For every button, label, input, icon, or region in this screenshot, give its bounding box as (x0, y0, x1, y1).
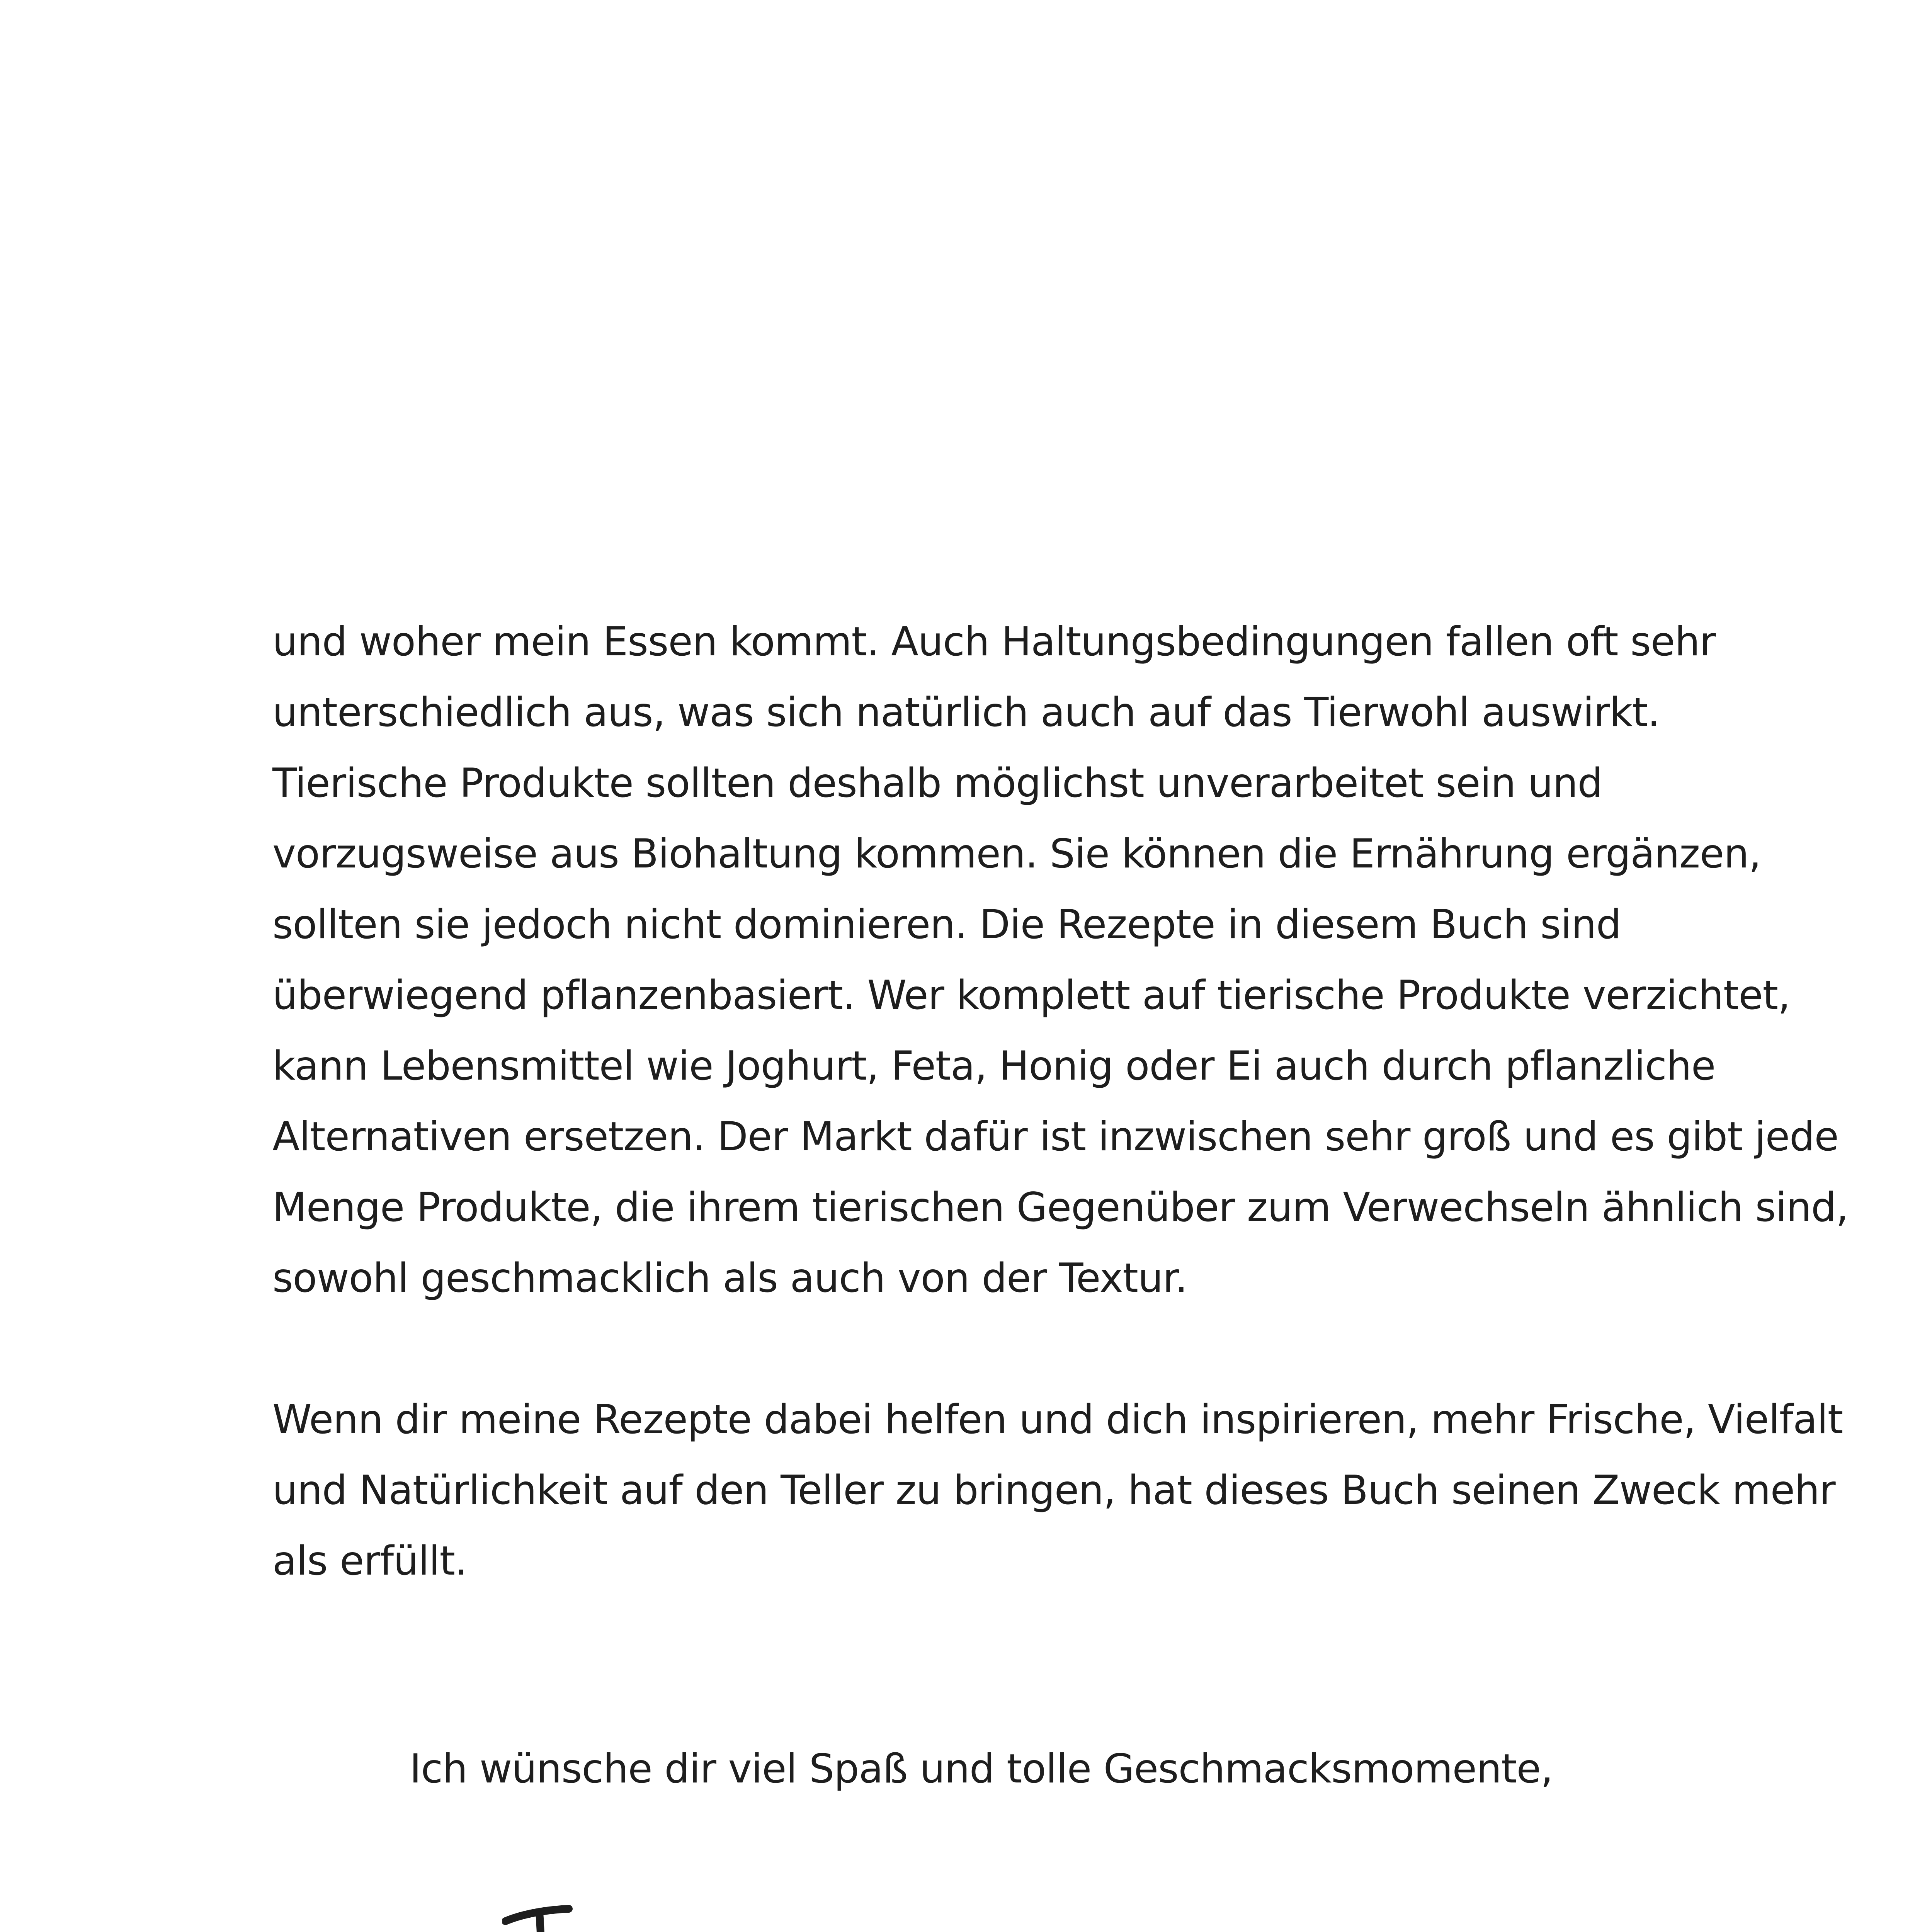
signature-jan (502, 1901, 657, 1932)
text-line: Alternativen ersetzen. Der Markt dafür ist inzwischen sehr groß und es gibt jede (272, 1114, 1838, 1160)
body-text (272, 607, 1849, 1597)
text-line: und woher mein Essen kommt. Auch Haltungsbedingungen fallen oft sehr (272, 619, 1716, 665)
text-line: Tierische Produkte sollten deshalb möglichst unverarbeitet sein und (272, 760, 1603, 806)
text-line: sowohl geschmacklich als auch von der Textur. (272, 1255, 1187, 1301)
text-line: unterschiedlich aus, was sich natürlich auch auf das Tierwohl auswirkt. (272, 689, 1660, 736)
paragraph-spacer (272, 1314, 1741, 1384)
text-line: vorzugsweise aus Biohaltung kommen. Sie können die Ernährung ergänzen, (272, 831, 1761, 877)
paragraph-1 (272, 607, 1849, 1314)
text-line: überwiegend pflanzenbasiert. Wer komplett auf tierische Produkte verzichtet, (272, 972, 1790, 1019)
text-line: Menge Produkte, die ihrem tierischen Gegenüber zum Verwechseln ähnlich sind, (272, 1184, 1849, 1231)
text-line: und Natürlichkeit auf den Teller zu bringen, hat dieses Buch seinen Zweck mehr (272, 1467, 1835, 1514)
closing-line: Ich wünsche dir viel Spaß und tolle Geschmacksmomente, (410, 1746, 1553, 1792)
paragraph-2 (272, 1384, 1843, 1597)
text-line: sollten sie jedoch nicht dominieren. Die Rezepte in diesem Buch sind (272, 901, 1621, 948)
text-line: Wenn dir meine Rezepte dabei helfen und dich inspirieren, mehr Frische, Vielfalt (272, 1396, 1843, 1443)
text-line: kann Lebensmittel wie Joghurt, Feta, Honig oder Ei auch durch pflanzliche (272, 1043, 1716, 1089)
text-line: als erfüllt. (272, 1538, 467, 1584)
